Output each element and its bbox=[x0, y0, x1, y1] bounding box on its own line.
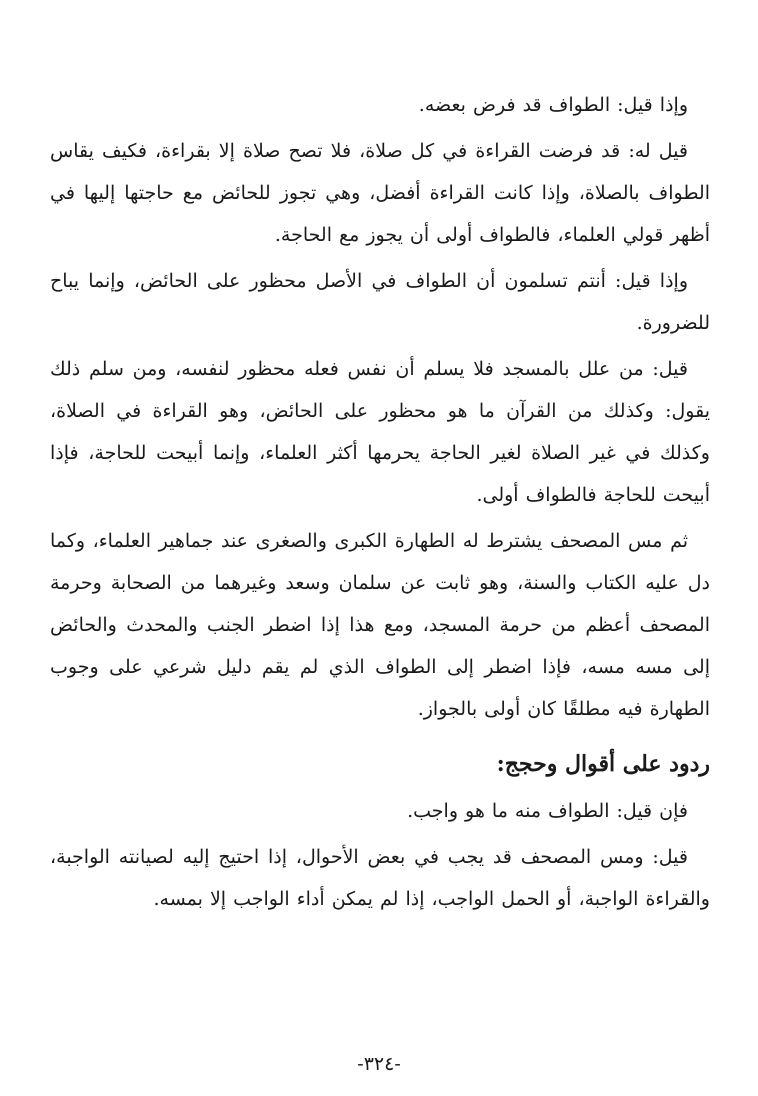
paragraph: وإذا قيل: الطواف قد فرض بعضه. bbox=[418, 94, 688, 116]
paragraph: فإن قيل: الطواف منه ما هو واجب. bbox=[407, 800, 688, 822]
paragraph: ثم مس المصحف يشترط له الطهارة الكبرى والصغرى عند جماهير العلماء، وكما دل عليه الكتاب والسنة، وهو ثابت عن سلمان وسعد وغيرهما من الصحابة وحرمة المصحف أعظم من حرمة المسجد، ومع هذا إذا اضطر الجنب والمحدث والحائض إلى مسه مسه، فإذا اضطر إلى الطواف الذي لم يقم دليل شرعي على وجوب الطهارة فيه مطلقًا كان أولى بالجواز. bbox=[50, 530, 710, 720]
paragraph: قيل: ومس المصحف قد يجب في بعض الأحوال، إذا احتيج إليه لصيانته الواجبة، والقراءة الواجبة، أو الحمل الواجب، إذا لم يمكن أداء الواجب إلا بمسه. bbox=[50, 846, 710, 910]
paragraph: وإذا قيل: أنتم تسلمون أن الطواف في الأصل محظور على الحائض، وإنما يباح للضرورة. bbox=[50, 270, 710, 334]
paragraph: قيل له: قد فرضت القراءة في كل صلاة، فلا تصح صلاة إلا بقراءة، فكيف يقاس الطواف بالصلاة، وإذا كانت القراءة أفضل، وهي تجوز للحائض مع حاجتها إليها في أظهر قولي العلماء، فالطواف أولى أن يجوز مع الحاجة. bbox=[50, 140, 710, 246]
section-heading: ردود على أقوال وحجج: bbox=[496, 751, 710, 777]
paragraph: قيل: من علل بالمسجد فلا يسلم أن نفس فعله محظور لنفسه، ومن سلم ذلك يقول: وكذلك من القرآن ما هو محظور على الحائض، وهو القراءة في الصلاة، وكذلك في غير الصلاة لغير الحاجة يحرمها أكثر العلماء، وإنما أبيحت للحاجة، فإذا أبيحت للحاجة فالطواف أولى. bbox=[50, 358, 710, 506]
page-number: -٣٢٤- bbox=[357, 1053, 401, 1075]
